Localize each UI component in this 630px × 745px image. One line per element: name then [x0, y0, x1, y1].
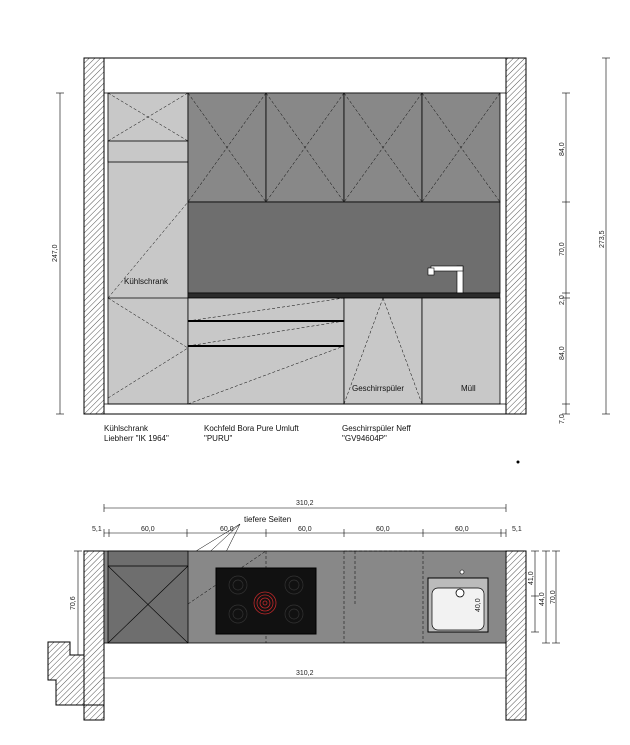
plan-overall-bottom: 310,2	[296, 670, 314, 677]
fridge-label: Kühlschrank	[124, 277, 169, 286]
plan-depth-right-a: 41,0	[528, 571, 535, 585]
caption-cooktop-line1: Kochfeld Bora Pure Umluft	[204, 424, 299, 433]
drain-icon	[456, 589, 464, 597]
plan-view	[48, 500, 560, 720]
dim-left-height: 247,0	[52, 244, 59, 262]
plan-overall-top: 310,2	[296, 500, 314, 507]
backsplash-panel	[188, 202, 500, 293]
worktop	[188, 293, 500, 298]
elevation-view	[52, 58, 610, 424]
dim-backsplash: 70,0	[559, 242, 566, 256]
dim-worktop: 2,0	[559, 295, 566, 305]
caption-cooktop	[204, 424, 299, 444]
dim-overall-height: 273,5	[599, 230, 606, 248]
base-cooktop-cabinet	[188, 298, 344, 404]
plan-seg-1: 5,1	[92, 526, 102, 533]
tap-icon	[460, 570, 464, 574]
plan-sink-width: 40,0	[475, 598, 482, 612]
caption-dishwasher-line2: "GV94604P"	[342, 434, 387, 443]
left-wall	[84, 58, 104, 414]
plan-seg-5: 60,0	[376, 526, 390, 533]
plan-depth-left: 70,6	[70, 596, 77, 610]
plan-seg-3: 60,0	[220, 526, 234, 533]
plan-fridge	[108, 551, 188, 643]
bin-label: Müll	[461, 384, 476, 393]
caption-fridge-line1: Kühlschrank	[104, 424, 149, 433]
dim-upper: 84,0	[559, 142, 566, 156]
dim-base: 84,0	[559, 346, 566, 360]
upper-cabinets	[188, 93, 500, 202]
plan-depth-right-b: 44,0	[539, 592, 546, 606]
caption-dishwasher-line1: Geschirrspüler Neff	[342, 424, 411, 433]
fridge-column	[108, 93, 188, 404]
dim-plinth: 7,0	[559, 414, 566, 424]
stray-dot	[517, 461, 520, 464]
plan-seg-6: 60,0	[455, 526, 469, 533]
right-wall	[506, 58, 526, 414]
dishwasher-label: Geschirrspüler	[352, 384, 405, 393]
plan-seg-7: 5,1	[512, 526, 522, 533]
caption-fridge	[104, 424, 169, 444]
fridge-top-flap	[108, 141, 188, 162]
plan-seg-4: 60,0	[298, 526, 312, 533]
plan-left-wall	[84, 551, 104, 720]
plan-note: tiefere Seiten	[244, 515, 292, 524]
caption-dishwasher	[342, 424, 411, 444]
caption-cooktop-line2: "PURU"	[204, 434, 233, 443]
plan-depth-right-total: 70,0	[550, 590, 557, 604]
plan-right-wall	[506, 551, 526, 720]
plan-seg-2: 60,0	[141, 526, 155, 533]
caption-fridge-line2: Liebherr "IK 1964"	[104, 434, 169, 443]
